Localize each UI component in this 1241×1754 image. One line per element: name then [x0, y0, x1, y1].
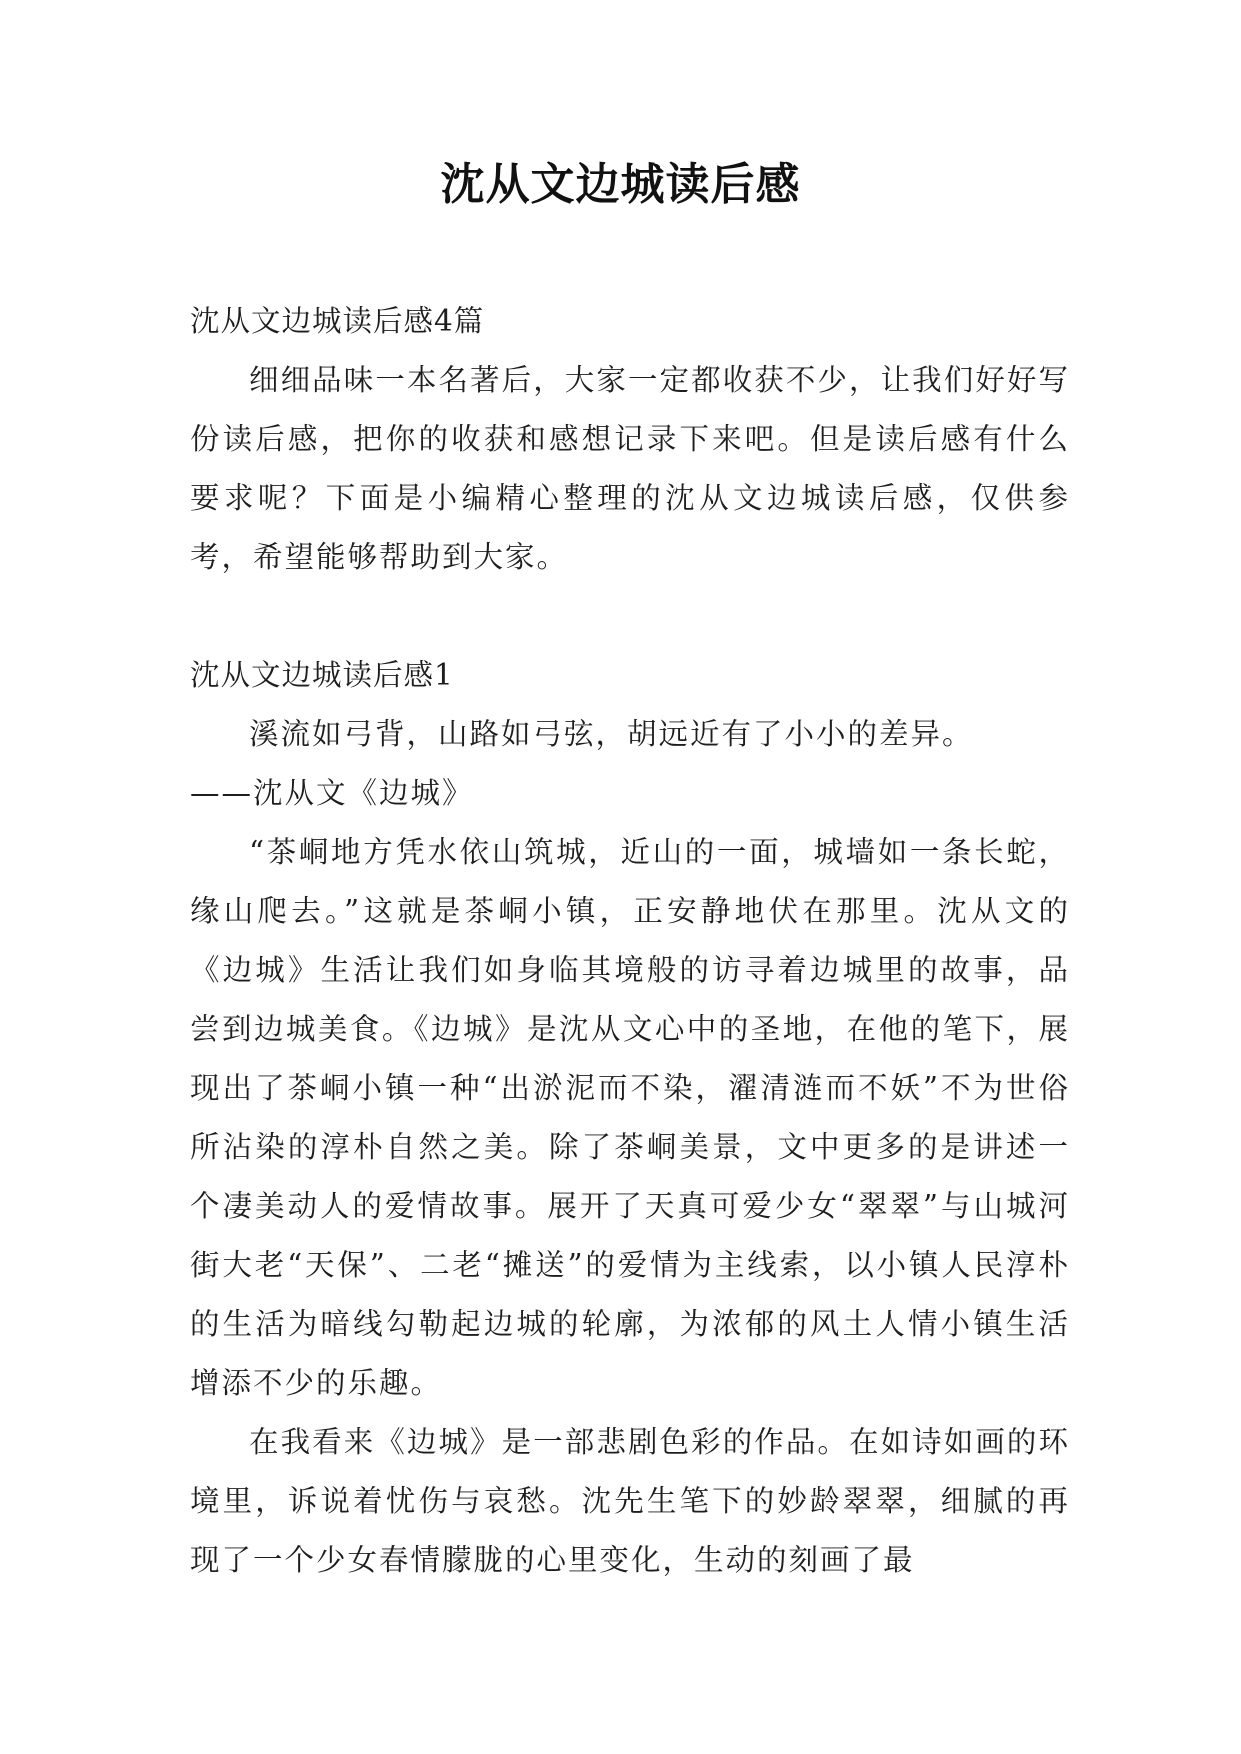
intro-paragraph: 细细品味一本名著后，大家一定都收获不少，让我们好好写份读后感，把你的收获和感想记录下来吧。但是读后感有什么要求呢？下面是小编精心整理的沈从文边城读后感，仅供参考，希望能够帮助到大家。 — [190, 363, 1070, 574]
section-1-quote-source: ——沈从文《边城》 — [190, 776, 474, 810]
document-title: 沈从文边城读后感 — [440, 159, 801, 210]
section-spacer — [190, 587, 1070, 646]
document-body — [190, 292, 1070, 1590]
section-1-paragraph-1: “茶峒地方凭水依山筑城，近山的一面，城墙如一条长蛇，缘山爬去。”这就是茶峒小镇，正安静地伏在那里。沈从文的《边城》生活让我们如身临其境般的访寻着边城里的故事，品尝到边城美食。《边城》是沈从文心中的圣地，在他的笔下，展现出了茶峒小镇一种“出淤泥而不染，濯清涟而不妖”不为世俗所沾染的淳朴自然之美。除了茶峒美景，文中更多的是讲述一个凄美动人的爱情故事。展开了天真可爱少女“翠翠”与山城河街大老“天保”、二老“摊送”的爱情为主线索，以小镇人民淳朴的生活为暗线勾勒起边城的轮廓，为浓郁的风土人情小镇生活增添不少的乐趣。 — [190, 835, 1070, 1400]
section-1-paragraph-2: 在我看来《边城》是一部悲剧色彩的作品。在如诗如画的环境里，诉说着忧伤与哀愁。沈先生笔下的妙龄翠翠，细腻的再现了一个少女春情朦胧的心里变化，生动的刻画了最 — [190, 1425, 1070, 1577]
intro-heading: 沈从文边城读后感4篇 — [190, 304, 485, 338]
section-1-quote: 溪流如弓背，山路如弓弦，胡远近有了小小的差异。 — [249, 717, 974, 751]
section-1-heading: 沈从文边城读后感1 — [190, 658, 454, 692]
